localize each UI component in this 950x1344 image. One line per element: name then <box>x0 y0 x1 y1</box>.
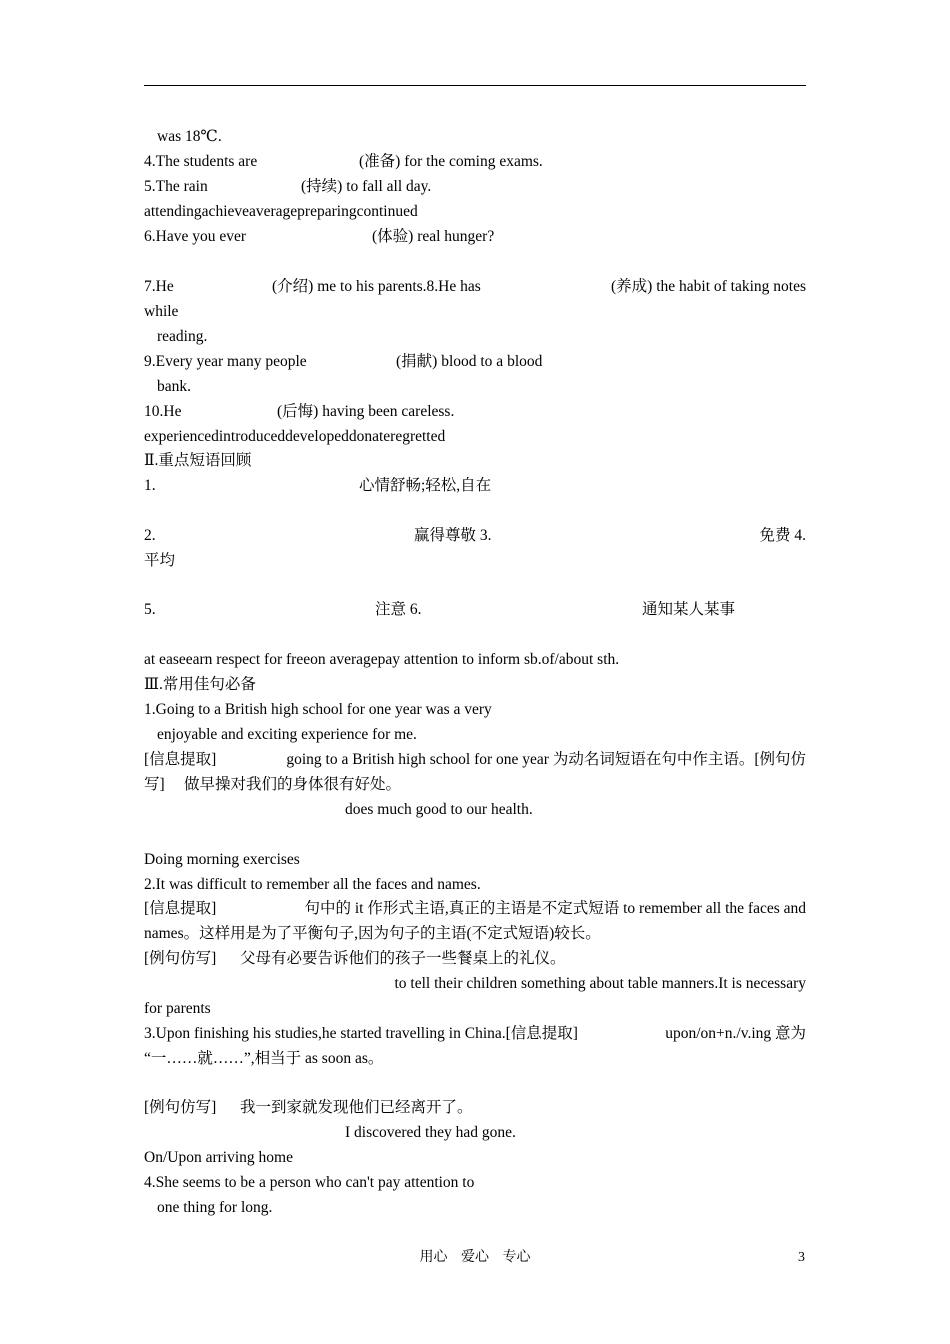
imitation-answer: Doing morning exercises <box>144 851 300 868</box>
exercise-7-rest: (介绍) me to his parents.8.He has <box>272 278 481 295</box>
info-extract-3-cont: “一……就……”,相当于 as soon as。 <box>144 1050 384 1067</box>
imitation-text: 父母有必要告诉他们的孩子一些餐桌上的礼仪。 <box>240 950 566 967</box>
text-line: was 18℃. <box>157 128 222 145</box>
imitation-label: [例句仿写] <box>144 1099 217 1116</box>
phrase-4-meaning: 平均 <box>144 552 176 569</box>
sentence-4-cont: one thing for long. <box>157 1199 273 1216</box>
page-number: 3 <box>798 1250 805 1265</box>
text-line: bank. <box>157 378 192 395</box>
phrase-6-meaning: 通知某人某事 <box>642 601 736 618</box>
exercise-6-rest: (体验) real hunger? <box>372 228 495 245</box>
sentence-4: 4.She seems to be a person who can't pay attention to <box>144 1174 475 1191</box>
exercise-10-rest: (后悔) having been careless. <box>277 403 455 420</box>
imitation-blank-line: I discovered they had gone. <box>345 1124 516 1141</box>
phrase-3-meaning: 免费 4. <box>759 527 806 544</box>
phrase-2-meaning: 赢得尊敬 3. <box>414 527 492 544</box>
sentence-2: 2.It was difficult to remember all the faces and names. <box>144 876 481 893</box>
exercise-9-rest: (捐献) blood to a blood <box>396 353 543 370</box>
sentence-1: 1.Going to a British high school for one year was a very <box>144 701 492 718</box>
phrase-5-meaning: 注意 6. <box>375 601 422 618</box>
imitation-answer: for parents <box>144 1000 211 1017</box>
text-line: reading. <box>157 328 208 345</box>
phrase-1-number: 1. <box>144 477 156 494</box>
sentence-3 <box>144 1024 806 1044</box>
exercise-10: 10.He <box>144 403 182 420</box>
info-extract-text: 句中的 it 作形式主语,真正的主语是不定式短语 to remember all the faces and <box>304 900 806 917</box>
section-heading-2: Ⅱ.重点短语回顾 <box>144 452 252 469</box>
info-extract-text: going to a British high school for one year 为动名词短语在句中作主语。[例句仿 <box>286 751 806 768</box>
imitation-blank-line: to tell their children something about table manners.It is necessary <box>394 975 806 992</box>
answer-key-2: experiencedintroduceddevelopeddonateregretted <box>144 428 446 445</box>
exercise-4: 4.The students are <box>144 153 258 170</box>
exercise-6: 6.Have you ever <box>144 228 246 245</box>
phrase-1-meaning: 心情舒畅;轻松,自在 <box>359 477 492 494</box>
sentence-3-text: 3.Upon finishing his studies,he started travelling in China.[信息提取] <box>144 1025 578 1042</box>
imitation-text: 做早操对我们的身体很有好处。 <box>184 776 402 793</box>
info-extract-2-cont: names。这样用是为了平衡句子,因为句子的主语(不定式短语)较长。 <box>144 925 601 942</box>
text-line: while <box>144 303 179 320</box>
exercise-5: 5.The rain <box>144 178 208 195</box>
exercise-8-rest: (养成) the habit of taking notes <box>611 278 806 295</box>
info-extract-label: [信息提取] <box>144 900 217 917</box>
answer-key-3: at easeearn respect for freeon averagepay attention to inform sb.of/about sth. <box>144 651 620 668</box>
exercise-5-rest: (持续) to fall all day. <box>301 178 432 195</box>
phrase-5-number: 5. <box>144 601 156 618</box>
section-heading-3: Ⅲ.常用佳句必备 <box>144 676 256 693</box>
exercise-9: 9.Every year many people <box>144 353 307 370</box>
imitation-label: 写] <box>144 776 165 793</box>
imitation-blank-line: does much good to our health. <box>345 801 533 818</box>
exercise-7: 7.He <box>144 278 174 295</box>
phrase-2-number: 2. <box>144 527 156 544</box>
answer-key-1: attendingachieveaveragepreparingcontinued <box>144 203 418 220</box>
imitation-answer: On/Upon arriving home <box>144 1149 293 1166</box>
info-extract-1 <box>144 750 806 770</box>
info-extract-text: upon/on+n./v.ing 意为 <box>665 1025 806 1042</box>
header-rule <box>144 85 806 86</box>
sentence-1-cont: enjoyable and exciting experience for me. <box>157 726 417 743</box>
exercise-4-rest: (准备) for the coming exams. <box>359 153 543 170</box>
imitation-text: 我一到家就发现他们已经离开了。 <box>240 1099 473 1116</box>
info-extract-label: [信息提取] <box>144 751 217 768</box>
footer-motto: 用心 爱心 专心 <box>419 1250 531 1265</box>
imitation-label: [例句仿写] <box>144 950 217 967</box>
info-extract-2 <box>144 899 806 919</box>
